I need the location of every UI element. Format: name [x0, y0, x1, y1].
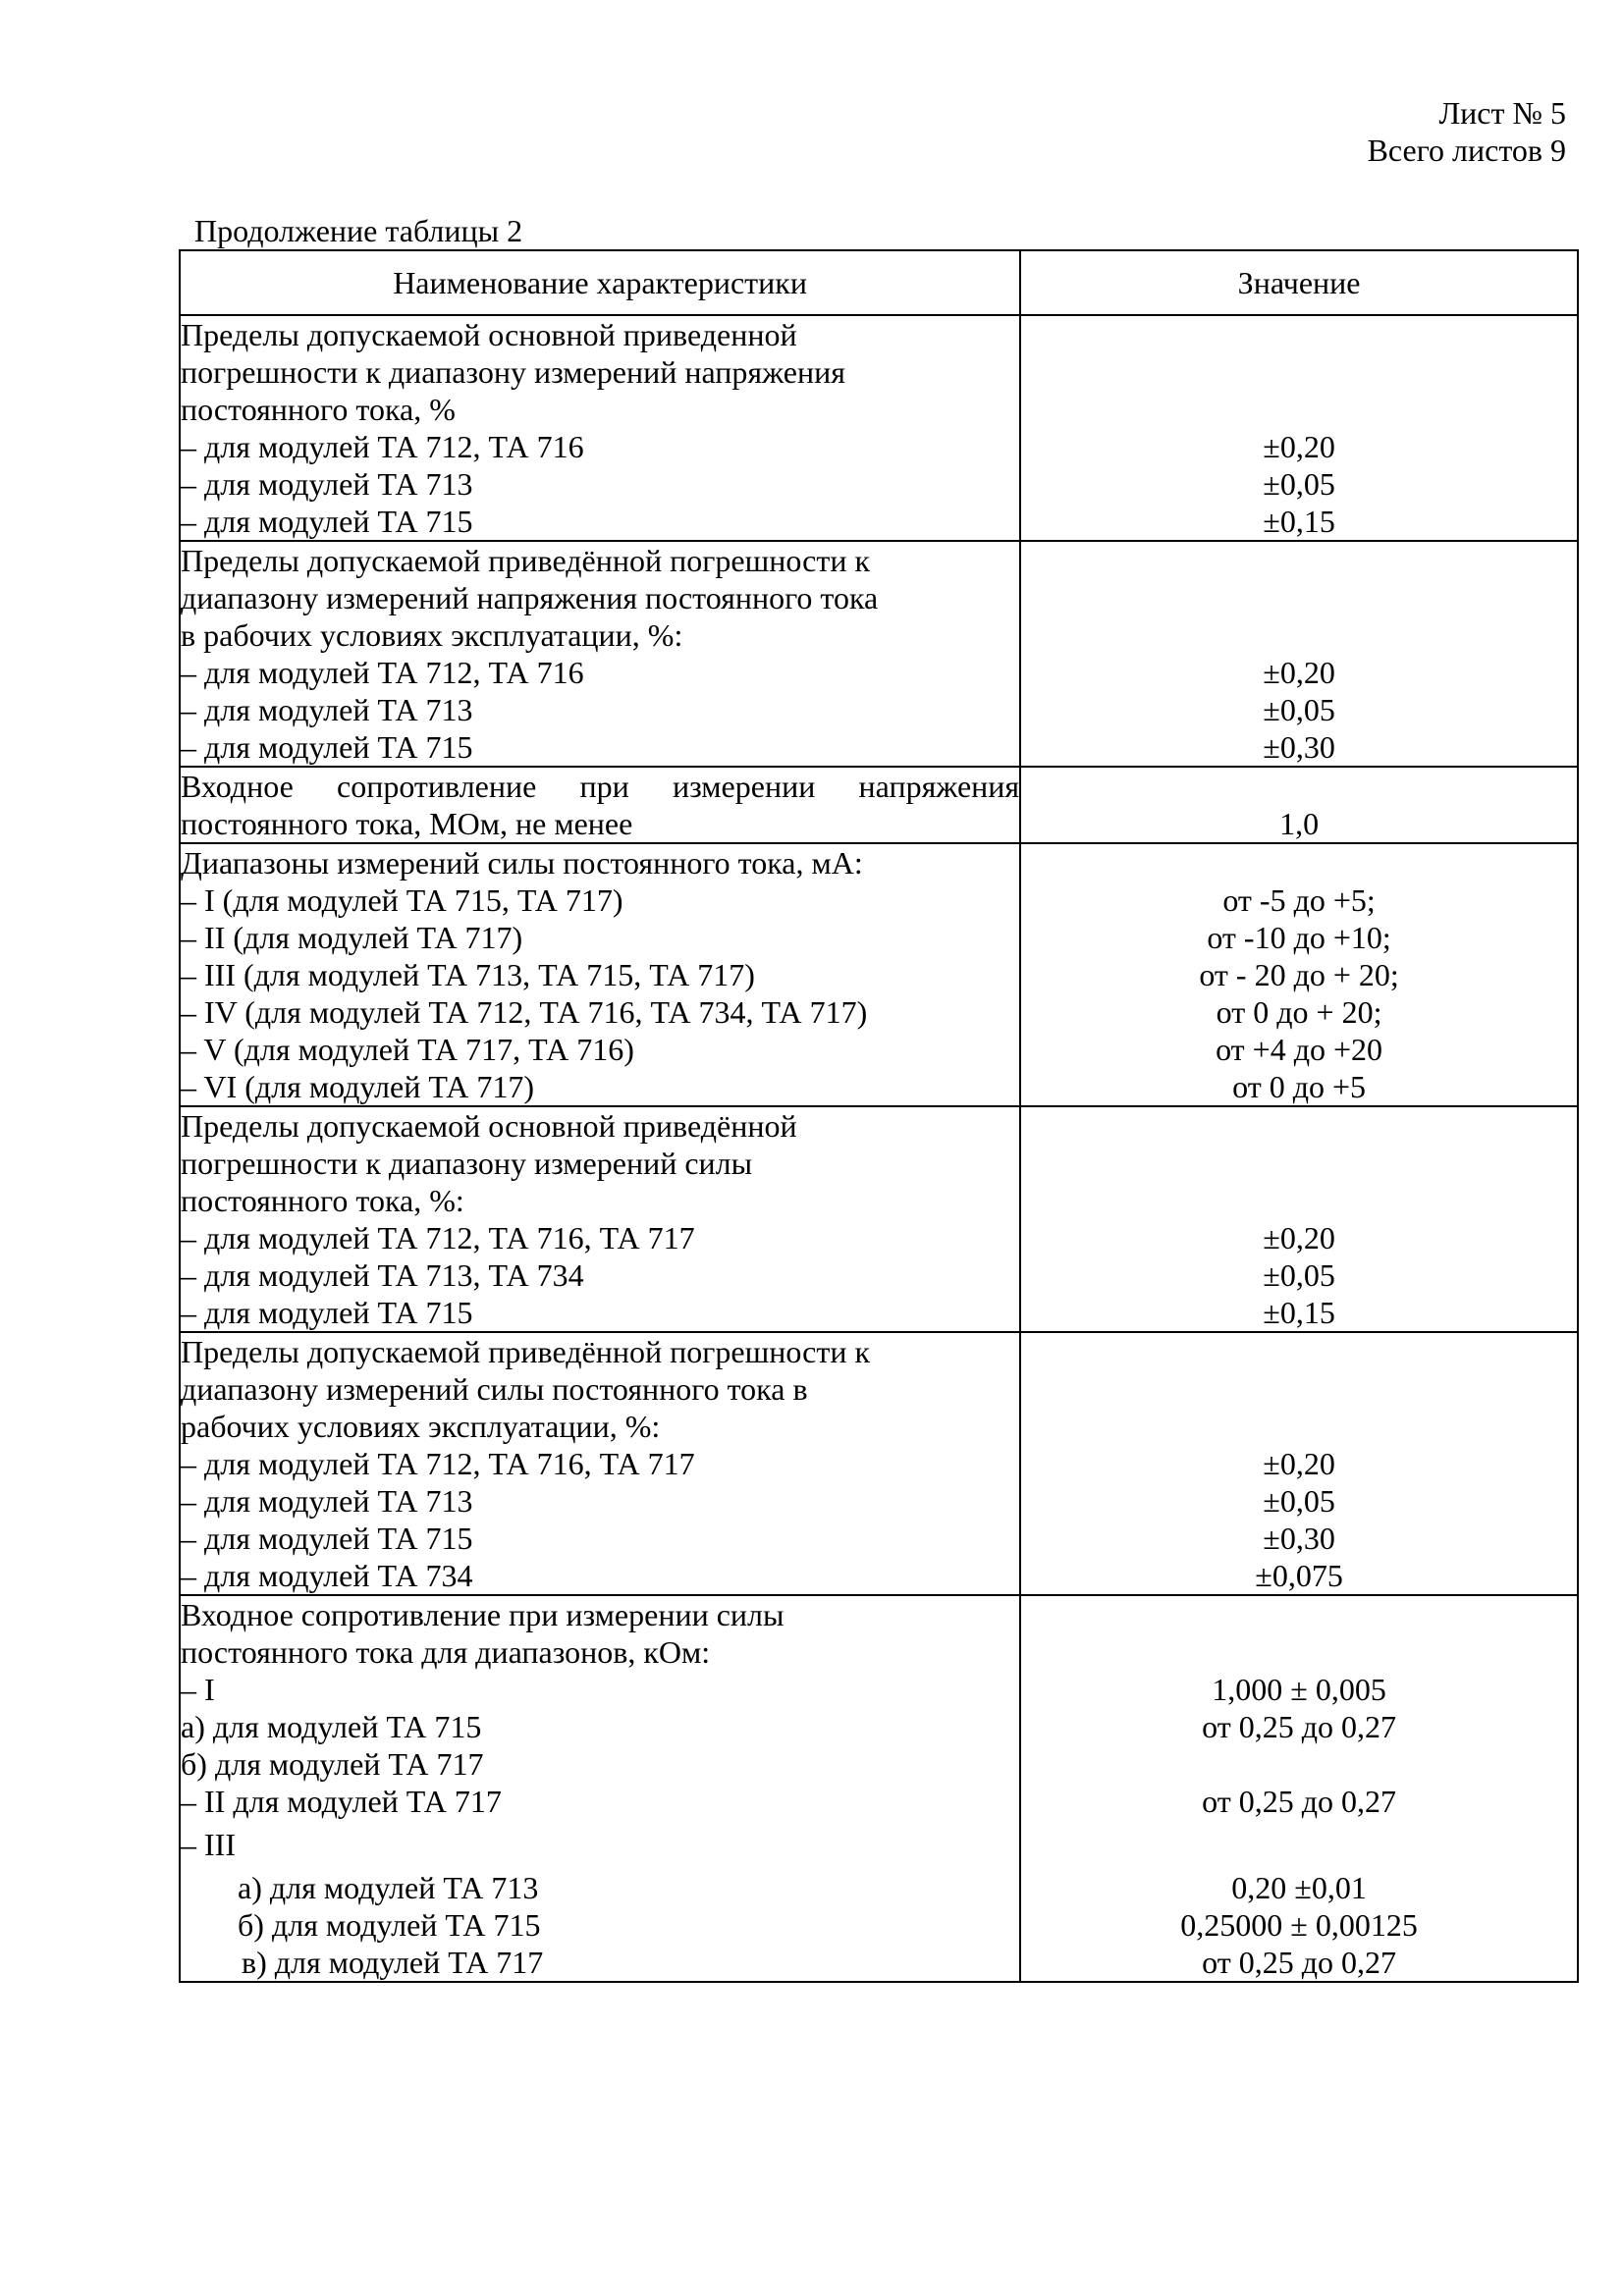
- name-line: – для модулей ТА 715: [181, 1521, 473, 1556]
- name-line: погрешности к диапазону измерений силы: [181, 1146, 753, 1181]
- name-line: – III: [181, 1827, 236, 1862]
- name-line: Пределы допускаемой основной приведённой: [181, 1108, 797, 1144]
- value-line: ±0,05: [1263, 1257, 1335, 1293]
- value-line: от -5 до +5;: [1222, 882, 1376, 918]
- value-line: ±0,30: [1263, 729, 1335, 765]
- value-line: от -10 до +10;: [1207, 920, 1391, 955]
- characteristic-name: [180, 1332, 1020, 1595]
- value-line: [1021, 1596, 1577, 1633]
- value-line: ±0,15: [1263, 504, 1335, 539]
- characteristic-name: [180, 541, 1020, 767]
- table-row: [180, 315, 1578, 541]
- value-line: от 0,25 до 0,27: [1202, 1709, 1396, 1744]
- name-line: – для модулей ТА 715: [181, 504, 473, 539]
- name-line: – для модулей ТА 712, ТА 716, ТА 717: [181, 1446, 695, 1481]
- characteristic-value: [1020, 541, 1578, 767]
- name-line: погрешности к диапазону измерений напряжения: [181, 354, 845, 390]
- value-line: от 0,25 до 0,27: [1202, 1784, 1396, 1819]
- name-line: Пределы допускаемой приведённой погрешности к: [181, 543, 870, 578]
- value-line: ±0,15: [1263, 1295, 1335, 1330]
- characteristic-value: [1020, 315, 1578, 541]
- name-line: – для модулей ТА 734: [181, 1558, 473, 1593]
- value-line: ±0,05: [1263, 466, 1335, 502]
- characteristics-table: [179, 249, 1579, 1983]
- value-line: 0,20 ±0,01: [1231, 1870, 1367, 1905]
- value-line: [1021, 1370, 1577, 1408]
- name-line: – V (для модулей ТА 717, ТА 716): [181, 1032, 634, 1067]
- name-line: постоянного тока, %: [181, 392, 456, 427]
- name-line: постоянного тока для диапазонов, кОм:: [181, 1634, 711, 1670]
- name-line: постоянного тока, МОм, не менее: [181, 806, 633, 841]
- name-line: а) для модулей ТА 713: [238, 1870, 539, 1905]
- table-row: [180, 1595, 1578, 1982]
- value-line: [1021, 1408, 1577, 1445]
- column-header-name: Наименование характеристики: [180, 250, 1020, 315]
- name-line: Входное сопротивление при измерении силы: [181, 1597, 784, 1632]
- characteristic-value: [1020, 1106, 1578, 1332]
- name-line: – I: [181, 1672, 215, 1707]
- value-line: от +4 до +20: [1216, 1032, 1383, 1067]
- name-line: Пределы допускаемой основной приведенной: [181, 317, 797, 352]
- name-line: – VI (для модулей ТА 717): [181, 1069, 535, 1104]
- value-line: [1021, 353, 1577, 391]
- table-caption: Продолжение таблицы 2: [194, 213, 523, 248]
- table-row: [180, 767, 1578, 843]
- value-line: [1021, 579, 1577, 616]
- name-line: – для модулей ТА 712, ТА 716, ТА 717: [181, 1220, 695, 1255]
- table-row: [180, 843, 1578, 1106]
- name-line: рабочих условиях эксплуатации, %:: [181, 1409, 661, 1444]
- value-line: [1021, 391, 1577, 428]
- name-line: – для модулей ТА 712, ТА 716: [181, 429, 584, 464]
- value-line: 1,000 ± 0,005: [1212, 1672, 1386, 1707]
- name-line: – I (для модулей ТА 715, ТА 717): [181, 882, 623, 918]
- table-row: [180, 541, 1578, 767]
- characteristic-value: [1020, 1595, 1578, 1982]
- value-line: ±0,30: [1263, 1521, 1335, 1556]
- name-line: диапазону измерений напряжения постоянного тока: [181, 580, 879, 615]
- name-line: – III (для модулей ТА 713, ТА 715, ТА 717): [181, 957, 755, 992]
- value-line: 1,0: [1279, 806, 1320, 841]
- value-line: [1021, 1633, 1577, 1671]
- value-line: от - 20 до + 20;: [1199, 957, 1399, 992]
- characteristic-name: [180, 1106, 1020, 1332]
- value-line: ±0,075: [1255, 1558, 1343, 1593]
- name-line: – для модулей ТА 713, ТА 734: [181, 1257, 584, 1293]
- name-line: Диапазоны измерений силы постоянного тока, мА:: [181, 845, 863, 881]
- name-line: Входное сопротивление при измерении напряжения: [181, 769, 1020, 804]
- characteristic-name: [180, 315, 1020, 541]
- characteristic-name: [180, 767, 1020, 843]
- name-line: постоянного тока, %:: [181, 1183, 464, 1218]
- value-line: ±0,20: [1263, 429, 1335, 464]
- name-line: – для модулей ТА 713: [181, 466, 473, 502]
- name-line: а) для модулей ТА 715: [181, 1709, 482, 1744]
- value-line: ±0,20: [1263, 1446, 1335, 1481]
- name-line: – для модулей ТА 713: [181, 692, 473, 727]
- value-line: [1021, 1333, 1577, 1370]
- column-header-value: Значение: [1020, 250, 1578, 315]
- name-line: – II (для модулей ТА 717): [181, 920, 523, 955]
- name-line: – для модулей ТА 715: [181, 729, 473, 765]
- name-line: Пределы допускаемой приведённой погрешности к: [181, 1334, 870, 1369]
- name-line: – для модулей ТА 715: [181, 1295, 473, 1330]
- value-line: [1021, 1182, 1577, 1219]
- value-line: от 0 до +5: [1232, 1069, 1367, 1104]
- value-line: ±0,20: [1263, 655, 1335, 690]
- value-line: [1021, 316, 1577, 353]
- sheet-header: [1368, 94, 1566, 169]
- name-line: в) для модулей ТА 717: [242, 1945, 544, 1980]
- value-line: [1021, 844, 1577, 881]
- value-line: ±0,05: [1263, 1483, 1335, 1519]
- value-line: [1021, 1745, 1577, 1783]
- sheet-number: Лист № 5: [1438, 95, 1566, 131]
- characteristic-value: [1020, 843, 1578, 1106]
- name-line: – для модулей ТА 712, ТА 716: [181, 655, 584, 690]
- characteristic-name: [180, 1595, 1020, 1982]
- sheet-total: Всего листов 9: [1367, 133, 1566, 168]
- value-line: [1021, 1107, 1577, 1145]
- name-line: в рабочих условиях эксплуатации, %:: [181, 617, 683, 653]
- name-line: – IV (для модулей ТА 712, ТА 716, ТА 734, ТА 717): [181, 994, 868, 1030]
- value-line: [1021, 1145, 1577, 1182]
- value-line: [1021, 542, 1577, 579]
- value-line: от 0 до + 20;: [1216, 994, 1382, 1030]
- value-line: 0,25000 ± 0,00125: [1180, 1907, 1418, 1943]
- value-line: от 0,25 до 0,27: [1202, 1945, 1396, 1980]
- value-line: [1021, 768, 1577, 805]
- table-row: [180, 1332, 1578, 1595]
- table-row: [180, 1106, 1578, 1332]
- value-line: [1021, 616, 1577, 654]
- name-line: – II для модулей ТА 717: [181, 1784, 502, 1819]
- name-line: диапазону измерений силы постоянного тока в: [181, 1371, 808, 1407]
- table-header-row: [180, 250, 1578, 315]
- value-line: ±0,20: [1263, 1220, 1335, 1255]
- value-line: [1021, 1826, 1577, 1869]
- name-line: – для модулей ТА 713: [181, 1483, 473, 1519]
- value-line: ±0,05: [1263, 692, 1335, 727]
- characteristic-value: [1020, 767, 1578, 843]
- name-line: б) для модулей ТА 715: [238, 1907, 541, 1943]
- characteristic-value: [1020, 1332, 1578, 1595]
- characteristic-name: [180, 843, 1020, 1106]
- name-line: б) для модулей ТА 717: [181, 1746, 484, 1782]
